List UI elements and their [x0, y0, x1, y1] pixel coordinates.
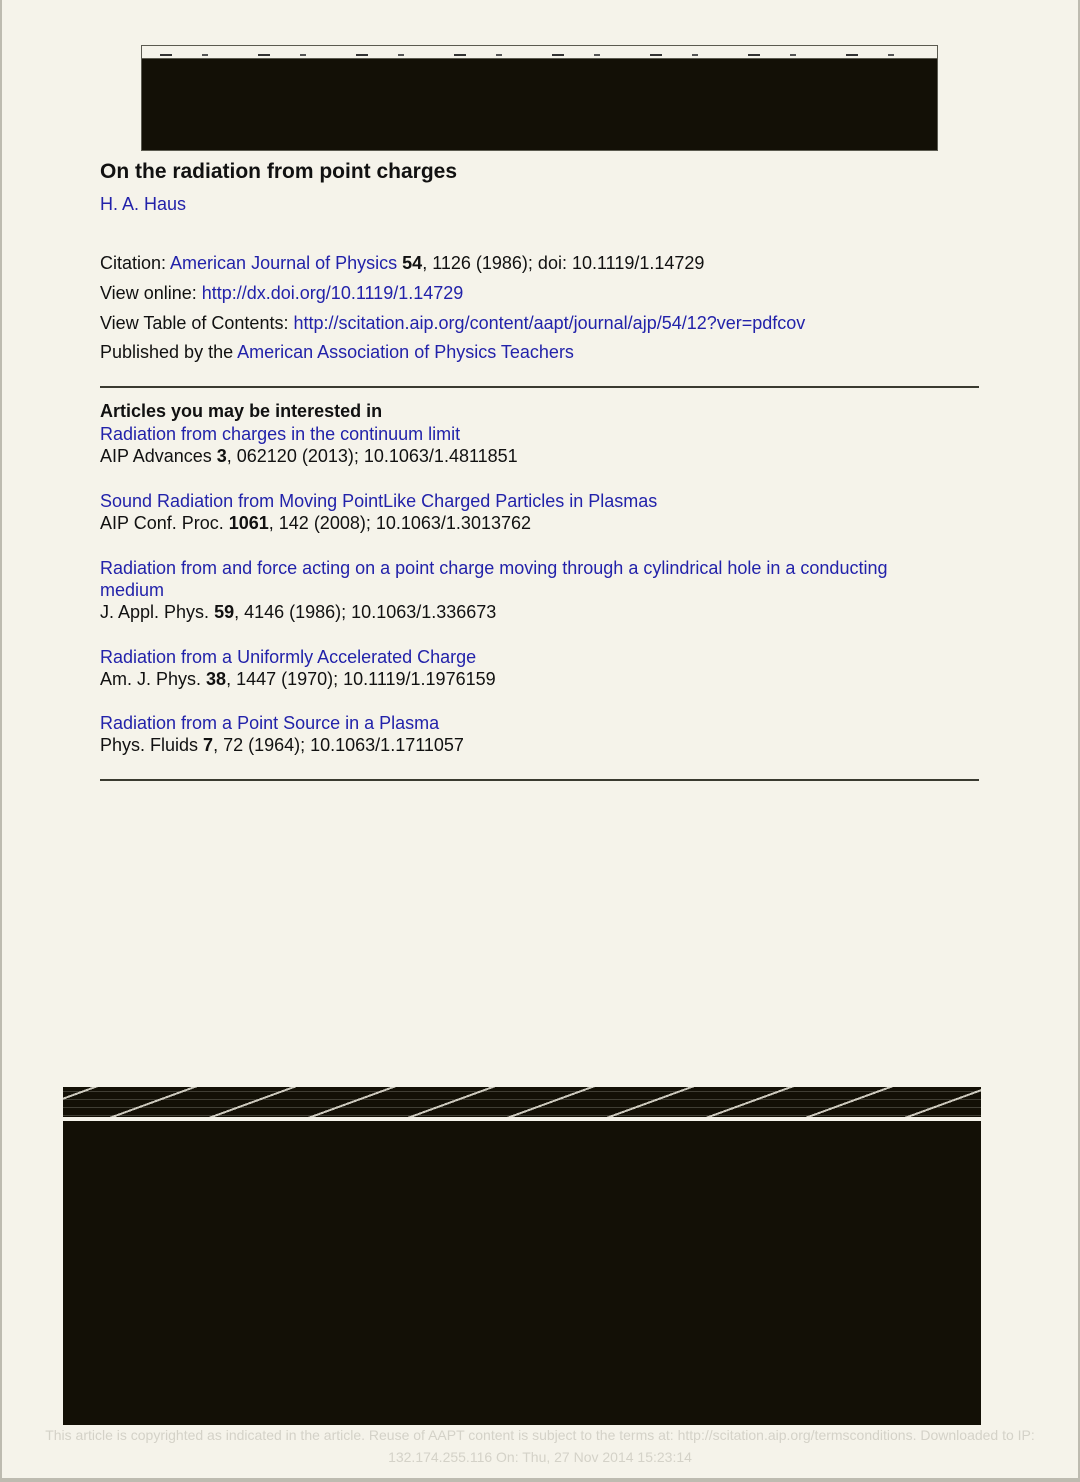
- divider-bottom: [100, 779, 979, 781]
- author-link[interactable]: H. A. Haus: [100, 194, 187, 214]
- citation-rest: , 1126 (1986); doi: 10.1119/1.14729: [422, 253, 705, 273]
- publisher-link[interactable]: American Association of Physics Teachers: [237, 342, 574, 362]
- citation-label: Citation:: [100, 253, 171, 273]
- document-title: On the radiation from point charges: [100, 160, 458, 183]
- view-online-label: View online:: [100, 283, 202, 303]
- toc-line: [100, 313, 805, 334]
- page-border-bottom: [0, 1478, 1080, 1482]
- related-article: [100, 423, 930, 467]
- related-article-ref: AIP Advances 3, 062120 (2013); 10.1063/1.4811851: [100, 446, 518, 466]
- related-article: [100, 712, 930, 756]
- divider-top: [100, 386, 979, 388]
- footer-line-1: This article is copyrighted as indicated in the article. Reuse of AAPT content is subject to the terms at: http://scitation.aip.org/termsconditions. Downloaded to IP:: [45, 1427, 1035, 1443]
- related-article-link[interactable]: Radiation from a Point Source in a Plasma: [100, 713, 440, 733]
- footer-line-2: 132.174.255.116 On: Thu, 27 Nov 2014 15:23:14: [388, 1449, 692, 1465]
- related-article-link[interactable]: Radiation from charges in the continuum limit: [100, 424, 461, 444]
- related-article: [100, 557, 930, 623]
- related-article-ref: Am. J. Phys. 38, 1447 (1970); 10.1119/1.1976159: [100, 669, 496, 689]
- top-banner-strip: [142, 46, 937, 59]
- view-online-line: [100, 283, 463, 304]
- citation-volume: 54: [402, 253, 423, 273]
- top-banner-image: [141, 45, 938, 151]
- publisher-line: [100, 342, 574, 363]
- related-article: [100, 490, 930, 534]
- citation-line: [100, 253, 704, 274]
- related-article-link[interactable]: Radiation from a Uniformly Accelerated Charge: [100, 647, 477, 667]
- view-online-link[interactable]: http://dx.doi.org/10.1119/1.14729: [201, 283, 464, 303]
- toc-link[interactable]: http://scitation.aip.org/content/aapt/journal/ajp/54/12?ver=pdfcov: [293, 313, 806, 333]
- publisher-label: Published by the: [100, 342, 238, 362]
- related-article-ref: J. Appl. Phys. 59, 4146 (1986); 10.1063/1.336673: [100, 602, 497, 622]
- related-article-link[interactable]: Sound Radiation from Moving PointLike Charged Particles in Plasmas: [100, 491, 658, 511]
- related-articles-heading: Articles you may be interested in: [100, 401, 383, 421]
- journal-link[interactable]: American Journal of Physics: [170, 253, 398, 273]
- page-border-left: [0, 0, 2, 1482]
- bottom-banner-image: [63, 1087, 981, 1425]
- copyright-footer: [0, 1424, 1080, 1468]
- toc-label: View Table of Contents:: [100, 313, 294, 333]
- related-article-ref: AIP Conf. Proc. 1061, 142 (2008); 10.1063/1.3013762: [100, 513, 532, 533]
- bottom-banner-strip: [63, 1087, 981, 1117]
- bottom-banner-body: [63, 1121, 981, 1425]
- related-article-ref: Phys. Fluids 7, 72 (1964); 10.1063/1.1711057: [100, 735, 464, 755]
- related-article: [100, 646, 930, 690]
- related-article-link[interactable]: Radiation from and force acting on a point charge moving through a cylindrical hole in a conducting medium: [100, 558, 888, 600]
